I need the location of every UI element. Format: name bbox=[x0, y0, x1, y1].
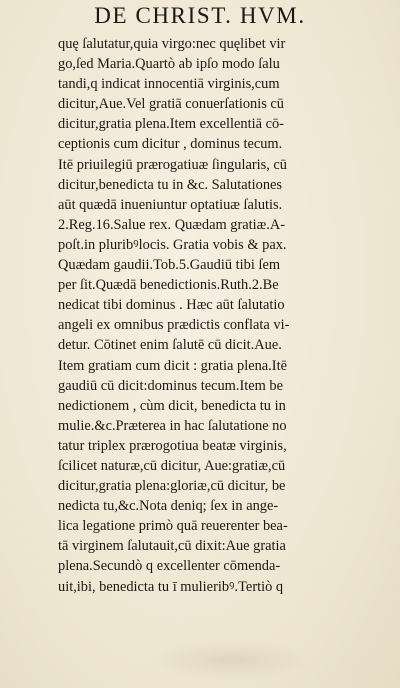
text-line: mulie.&c.Præterea in hac ſalutatione no bbox=[58, 417, 287, 434]
text-line: tatur triplex prærogotiua beatæ virginis, bbox=[58, 437, 287, 454]
text-line: dicitur,gratia plena:gloriæ,cū dicitur, be bbox=[58, 478, 286, 495]
text-line: angeli ex omnibus prædictis conflata vi- bbox=[58, 317, 290, 334]
text-line: Itē priuilegiū prærogatiuæ ſingularis, cū bbox=[58, 156, 288, 173]
text-line: ſcilicet naturæ,cū dicitur, Aue:gratiæ,cū bbox=[58, 457, 286, 474]
text-line: gaudiū cū dicit:dominus tecum.Item be bbox=[58, 377, 284, 394]
text-line: per ſit.Quædā benedictionis.Ruth.2.Be bbox=[58, 277, 279, 294]
text-line: go,ſed Maria.Quartò ab ipſo modo ſalu bbox=[58, 56, 280, 73]
text-line: aūt quædā inueniuntur optatiuæ ſalutis. bbox=[58, 196, 283, 213]
text-line: tandi,q indicat innocentiā virginis,cum bbox=[58, 76, 280, 93]
text-line: dicitur,gratia plena.Item excellentiā cō- bbox=[58, 116, 284, 133]
text-line: dicitur,Aue.Vel gratiā conuerſationis cū bbox=[58, 96, 284, 113]
text-line: Item gratiam cum dicit : gratia plena.Itē bbox=[58, 357, 287, 374]
paper-stain bbox=[150, 640, 310, 680]
text-line: lica legatione primò quā reuerenter bea- bbox=[58, 518, 288, 535]
text-line: nedicat tibi dominus . Hæc aūt ſalutatio bbox=[58, 297, 285, 314]
text-line: 2.Reg.16.Salue rex. Quædam gratiæ.A- bbox=[58, 216, 286, 233]
text-line: nedicta tu,&c.Nota deniq; ſex in ange- bbox=[58, 498, 279, 515]
text-line: detur. Cōtinet enim ſalutē cū dicit.Aue. bbox=[58, 337, 282, 354]
text-line: quę ſalutatur,quia virgo:nec quęlibet vir bbox=[58, 36, 286, 52]
text-line: uit,ibi, benedicta tu ī mulieribꝰ.Tertiò q bbox=[58, 578, 284, 595]
text-line: dicitur,benedicta tu in &c. Salutationes bbox=[58, 176, 283, 193]
text-line: poſt.in pluribꝰlocis. Gratia vobis & pax. bbox=[58, 236, 287, 253]
text-line: plena.Secundò q excellenter cōmenda- bbox=[58, 558, 281, 575]
text-line: tā virginem ſalutauit,cū dixit:Aue gratia bbox=[58, 538, 286, 555]
running-head: DE CHRIST. HVM. bbox=[94, 3, 306, 28]
text-line: Quædam gaudii.Tob.5.Gaudiū tibi ſem bbox=[58, 257, 281, 274]
text-line: ceptionis cum dicitur , dominus tecum. bbox=[58, 136, 283, 153]
body-text bbox=[58, 34, 376, 597]
text-line: nedictionem , cùm dicit, benedicta tu in bbox=[58, 397, 286, 414]
